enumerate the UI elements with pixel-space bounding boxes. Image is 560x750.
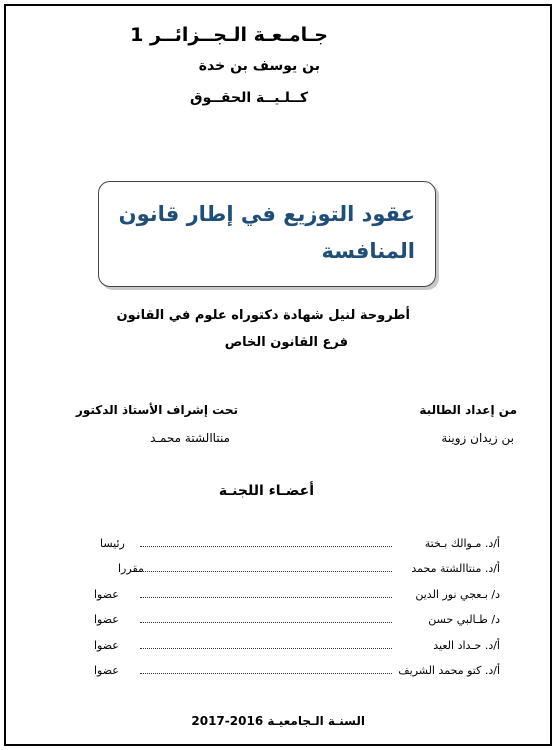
member-role: مقررا bbox=[118, 562, 144, 575]
thesis-degree-line: أطروحة لنيل شهادة دكتوراه علوم في القانون bbox=[116, 308, 410, 323]
thesis-title: عقود التوزيع في إطار قانون المنافسة bbox=[118, 202, 415, 263]
page-border bbox=[4, 4, 552, 746]
dotted-leader bbox=[140, 597, 392, 598]
dotted-leader bbox=[140, 546, 392, 547]
thesis-branch-line: فرع القانون الخاص bbox=[224, 335, 348, 350]
student-name: بن زيدان زوينة bbox=[441, 431, 514, 445]
member-name: د/ طـالبي حسن bbox=[428, 613, 500, 626]
member-name: أ/د. منتاالشتة محمد bbox=[411, 562, 500, 575]
member-role: عضوا bbox=[94, 613, 119, 626]
committee-member-row bbox=[94, 639, 500, 657]
prepared-by-label: من إعداد الطالبة bbox=[419, 403, 517, 417]
member-role: عضوا bbox=[94, 664, 119, 677]
dotted-leader bbox=[140, 622, 392, 623]
member-role: عضوا bbox=[94, 588, 119, 601]
member-role: رئيسا bbox=[100, 537, 125, 550]
member-role: عضوا bbox=[94, 639, 119, 652]
committee-member-row bbox=[100, 562, 500, 580]
member-name: أ/د. حـداد العيد bbox=[433, 639, 500, 652]
supervisor-label: تحت إشراف الأستاذ الدكتور bbox=[75, 403, 238, 417]
committee-member-row bbox=[94, 613, 500, 631]
committee-member-row bbox=[94, 664, 500, 682]
member-name: أ/د. مـوالك بـختة bbox=[424, 537, 500, 550]
dotted-leader bbox=[140, 648, 392, 649]
faculty-name: كــلـيــة الحقــوق bbox=[190, 90, 308, 106]
academic-year: السنـة الـجامعيـة 2016-2017 bbox=[191, 714, 365, 728]
committee-member-row bbox=[100, 537, 500, 555]
dotted-leader bbox=[140, 571, 392, 572]
member-name: د/ بـعجي نور الدين bbox=[415, 588, 500, 601]
committee-member-row bbox=[94, 588, 500, 606]
dotted-leader bbox=[140, 673, 392, 674]
thesis-title-box bbox=[98, 181, 436, 287]
committee-title: أعضـاء اللجنـة bbox=[218, 483, 314, 499]
university-subtitle: بن يوسف بن خدة bbox=[198, 58, 320, 74]
supervisor-name: منتاالشتة محمـد bbox=[150, 431, 230, 445]
university-name: جـامـعـة الـجــزائــر 1 bbox=[130, 24, 328, 46]
member-name: أ/د. كتو محمد الشريف bbox=[398, 664, 500, 677]
